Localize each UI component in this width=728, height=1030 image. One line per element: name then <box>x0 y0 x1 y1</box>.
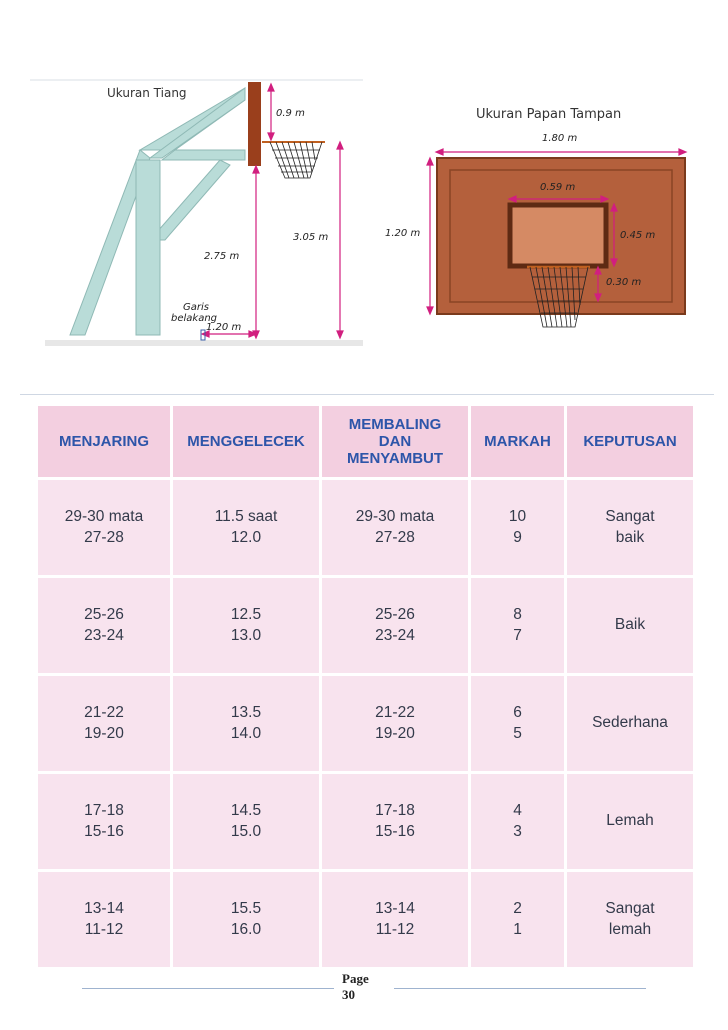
cell-line: 15.5 <box>230 900 262 918</box>
label-back-line: Garis <box>183 302 209 313</box>
cell-keputusan <box>567 676 693 771</box>
cell-membaling <box>322 676 468 771</box>
cell-line: 9 <box>513 528 522 546</box>
label-board-width: 1.80 m <box>542 133 578 144</box>
header-membaling-line2: DAN <box>378 432 412 450</box>
cell-line: 10 <box>508 508 527 526</box>
pole-title: Ukuran Tiang <box>107 86 187 100</box>
cell-menggelecek <box>173 872 319 967</box>
header-menggelecek: MENGGELECEK <box>173 406 319 477</box>
cell-line: 23-24 <box>375 626 415 644</box>
cell-markah <box>471 774 564 869</box>
cell-line: 25-26 <box>84 606 124 624</box>
cell-membaling <box>322 480 468 575</box>
footer-rule-left <box>82 988 334 989</box>
cell-line: Sangat <box>605 900 655 918</box>
cell-line: 15.0 <box>230 822 262 840</box>
label-board-top: 0.9 m <box>276 108 305 119</box>
cell-line: 15-16 <box>375 822 415 840</box>
cell-line: 13-14 <box>375 900 415 918</box>
cell-line: 11-12 <box>84 920 124 938</box>
label-hoop-height: 3.05 m <box>293 232 329 243</box>
cell-keputusan <box>567 872 693 967</box>
inner-square <box>510 205 606 266</box>
header-membaling-line3: MENYAMBUT <box>346 450 444 468</box>
cell-line: 5 <box>513 724 522 742</box>
cell-line: 29-30 mata <box>64 508 144 526</box>
cell-line: 14.5 <box>230 802 262 820</box>
table-row <box>38 480 693 575</box>
cell-line: 29-30 mata <box>355 508 435 526</box>
cell-keputusan <box>567 774 693 869</box>
cell-markah <box>471 480 564 575</box>
cell-menjaring <box>38 872 170 967</box>
cell-line: 4 <box>513 802 522 820</box>
cell-membaling <box>322 578 468 673</box>
cell-line: 17-18 <box>375 802 415 820</box>
page-number <box>342 971 369 1002</box>
label-inner-height: 0.45 m <box>620 230 656 241</box>
label-inner-bottom: 0.30 m <box>606 277 642 288</box>
cell-menjaring <box>38 676 170 771</box>
cell-menggelecek <box>173 480 319 575</box>
header-keputusan: KEPUTUSAN <box>567 406 693 477</box>
cell-line: 6 <box>513 704 522 722</box>
cell-line: 21-22 <box>375 704 415 722</box>
cell-membaling <box>322 774 468 869</box>
table-row <box>38 872 693 967</box>
label-board-bottom: 2.75 m <box>204 251 240 262</box>
cell-line: 15-16 <box>84 822 124 840</box>
cell-line: 1 <box>513 920 522 938</box>
cell-keputusan <box>567 578 693 673</box>
cell-line: Sederhana <box>592 714 668 732</box>
cell-menggelecek <box>173 676 319 771</box>
cell-line: 23-24 <box>84 626 124 644</box>
cell-line: Sangat <box>605 508 655 526</box>
label-board-height: 1.20 m <box>385 228 421 239</box>
cell-menggelecek <box>173 578 319 673</box>
cell-menggelecek <box>173 774 319 869</box>
table-row <box>38 578 693 673</box>
board-illustration <box>370 95 700 335</box>
cell-line: 7 <box>513 626 522 644</box>
page-word: Page <box>342 971 369 986</box>
page-number-value: 30 <box>342 986 355 1002</box>
label-inner-width: 0.59 m <box>540 182 576 193</box>
cell-line: lemah <box>608 920 652 938</box>
table-row <box>38 676 693 771</box>
cell-markah <box>471 676 564 771</box>
cell-markah <box>471 578 564 673</box>
header-menjaring: MENJARING <box>38 406 170 477</box>
table-header-row <box>38 406 693 477</box>
cell-line: 27-28 <box>375 528 415 546</box>
cell-line: 11-12 <box>375 920 415 938</box>
cell-line: 14.0 <box>230 724 262 742</box>
cell-menjaring <box>38 578 170 673</box>
label-back-line-2: belakang <box>171 313 218 324</box>
header-membaling <box>322 406 468 477</box>
cell-line: Baik <box>614 616 646 634</box>
table-row <box>38 774 693 869</box>
header-markah: MARKAH <box>471 406 564 477</box>
cell-line: 2 <box>513 900 522 918</box>
backboard-side <box>248 82 261 166</box>
cell-line: 21-22 <box>84 704 124 722</box>
cell-line: 19-20 <box>375 724 415 742</box>
cell-line: 17-18 <box>84 802 124 820</box>
cell-line: 27-28 <box>84 528 124 546</box>
cell-keputusan <box>567 480 693 575</box>
header-membaling-line1: MEMBALING <box>348 415 442 433</box>
footer-rule-right <box>394 988 646 989</box>
cell-line: 13.5 <box>230 704 262 722</box>
cell-menjaring <box>38 774 170 869</box>
cell-line: 16.0 <box>230 920 262 938</box>
pole-diagram <box>0 0 728 360</box>
cell-line: 11.5 saat <box>214 508 278 526</box>
cell-menjaring <box>38 480 170 575</box>
cell-line: 12.0 <box>230 528 262 546</box>
cell-line: baik <box>615 528 645 546</box>
cell-line: 3 <box>513 822 522 840</box>
cell-markah <box>471 872 564 967</box>
cell-line: Lemah <box>606 812 654 830</box>
board-title: Ukuran Papan Tampan <box>476 107 622 122</box>
cell-line: 12.5 <box>230 606 262 624</box>
cell-line: 13-14 <box>84 900 124 918</box>
label-back-distance: 1.20 m <box>206 322 242 333</box>
cell-line: 13.0 <box>230 626 262 644</box>
cell-line: 19-20 <box>84 724 124 742</box>
section-divider <box>20 394 714 395</box>
cell-line: 25-26 <box>375 606 415 624</box>
cell-membaling <box>322 872 468 967</box>
cell-line: 8 <box>513 606 522 624</box>
score-table <box>35 403 696 970</box>
